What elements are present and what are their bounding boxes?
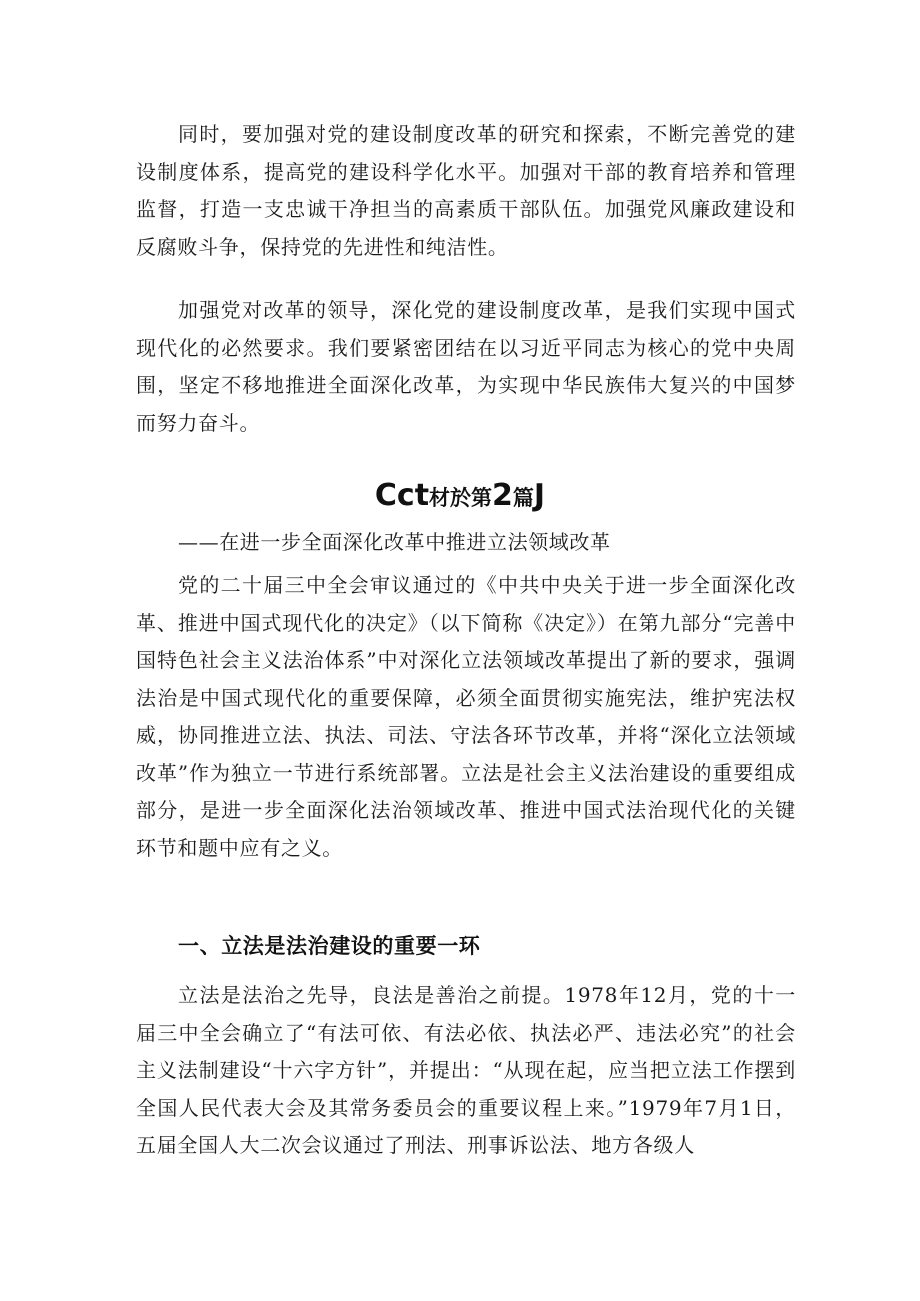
article-heading xyxy=(0,476,920,518)
heading-part-4: 篇 xyxy=(512,485,534,510)
heading-part-1: Cct xyxy=(374,478,430,513)
paragraph-party-leadership-reform: 加强党对改革的领导，深化党的建设制度改革，是我们实现中国式现代化的必然要求。我们要紧密团结在以习近平同志为核心的党中央周围，坚定不移地推进全面深化改革，为实现中华民族伟大复兴的中国梦而努力奋斗。 xyxy=(136,298,796,435)
paragraph-legislation-history: 立法是法治之先导，良法是善治之前提。1978年12月，党的十一届三中全会确立了“有法可依、有法必依、执法必严、违法必究”的社会主义法制建设“十六字方针”，并提出：“从现在起，应当把立法工作摆到全国人民代表大会及其常务委员会的重要议程上来。”1979年7月1日，五届全国人大二次会议通过了刑法、刑事诉讼法、地方各级人 xyxy=(136,983,796,1157)
article-subtitle: ——在进一步全面深化改革中推进立法领域改革 xyxy=(178,530,611,554)
paragraph-decision-overview: 党的二十届三中全会审议通过的《中共中央关于进一步全面深化改革、推进中国式现代化的决定》（以下简称《决定》）在第九部分“完善中国特色社会主义法治体系”中对深化立法领域改革提出了新的要求，强调法治是中国式现代化的重要保障，必须全面贯彻实施宪法，维护宪法权威，协同推进立法、执法、司法、守法各环节改革，并将“深化立法领域改革”作为独立一节进行系统部署。立法是社会主义法治建设的重要组成部分，是进一步全面深化法治领域改革、推进中国式法治现代化的关键环节和题中应有之义。 xyxy=(136,573,796,860)
heading-part-2: 材於第 xyxy=(429,485,493,510)
section-title-legislation: 一、立法是法治建设的重要一环 xyxy=(178,934,481,958)
heading-part-5: J xyxy=(533,478,546,513)
heading-part-3: 2 xyxy=(492,478,513,513)
paragraph-party-building-system: 同时，要加强对党的建设制度改革的研究和探索，不断完善党的建设制度体系，提高党的建设科学化水平。加强对干部的教育培养和管理监督，打造一支忠诚干净担当的高素质干部队伍。加强党风廉政建设和反腐败斗争，保持党的先进性和纯洁性。 xyxy=(136,122,796,259)
